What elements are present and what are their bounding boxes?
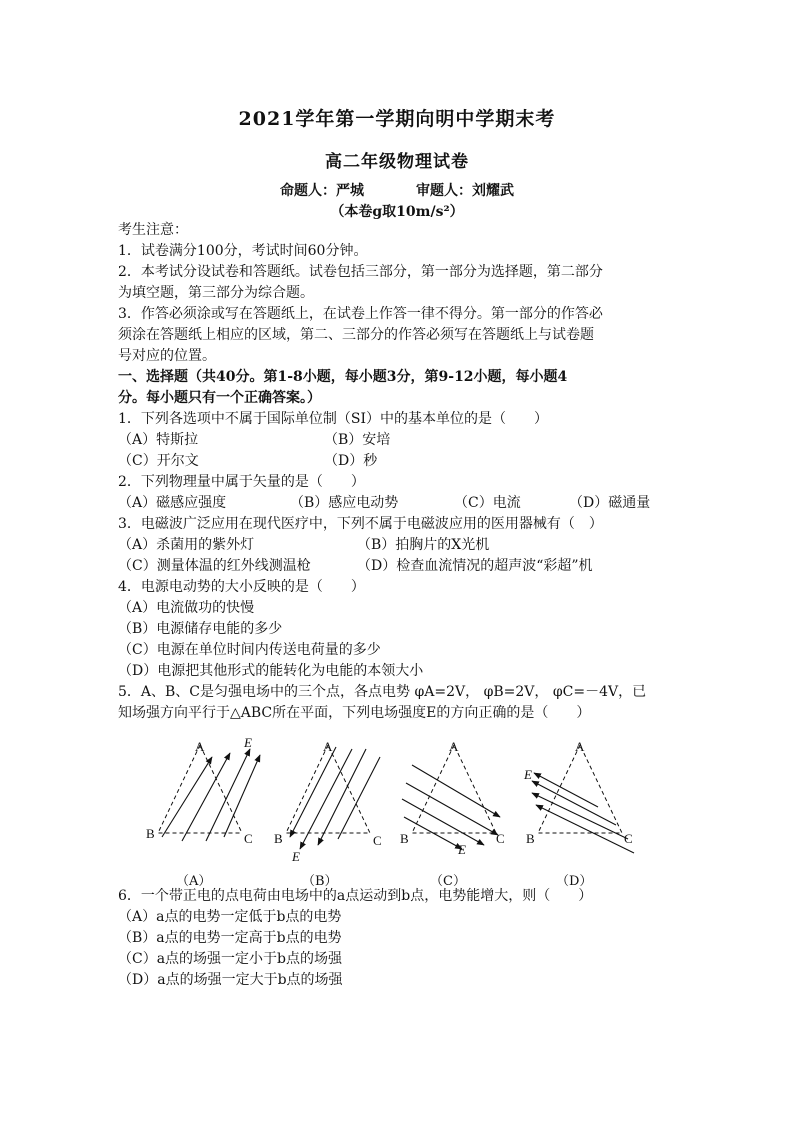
q1-option-b: （B）安培 [324,432,391,448]
q3-options-row2 [118,556,678,577]
q6-option-a: （A）a点的电势一定低于b点的电势 [118,909,342,925]
notice-item: 须涂在答题纸上相应的区域，第二、三部分的作答必须写在答题纸上与试卷题 [118,327,594,343]
field-line [338,757,380,839]
q1-options-row1 [118,430,678,451]
triangle-edges [158,745,242,833]
q4-option-d: （D）电源把其他形式的能转化为电能的本领大小 [118,663,424,679]
q5-diagrams [140,727,660,887]
vertex-label: C [624,831,633,846]
diagram-label-a: （A） [176,874,212,889]
q2-options-row [118,493,678,514]
field-label: E [244,735,252,750]
diagram-label-d: （D） [556,874,593,889]
diagram-a [146,735,260,846]
notice-heading: 考生注意： [118,222,188,238]
vertex-label: C [244,831,253,846]
vertex-label: C [373,833,382,848]
q1-option-a: （A）特斯拉 [118,432,199,448]
diagram-d [523,739,634,853]
vertex-label: B [146,826,155,841]
field-label: E [292,849,300,864]
q3-option-d: （D）检查血流情况的超声波“彩超”机 [357,558,593,574]
reviewer: 审题人：刘耀武 [416,183,514,199]
field-line [224,755,260,837]
field-line [412,765,500,817]
q3-options-row1 [118,535,678,556]
q2-option-c: （C）电流 [454,495,521,511]
q5-stem-cont: 知场强方向平行于△ABC所在平面，下列电场强度E的方向正确的是（ ） [118,705,591,721]
field-line [534,773,598,807]
q6-block [118,886,678,991]
g-note: （本卷g取10m/s²） [330,204,464,220]
triangle-edges [538,745,622,833]
q1-stem: 1．下列各选项中不属于国际单位制（SI）中的基本单位的是（ ） [118,411,549,427]
q4-option-b: （B）电源储存电能的多少 [118,621,283,637]
notice-item: 3．作答必须涂或写在答题纸上，在试卷上作答一律不得分。第一部分的作答必 [118,306,603,322]
field-label: E [524,767,532,782]
vertex-label: C [496,831,505,846]
q2-option-b: （B）感应电动势 [290,495,399,511]
field-line [300,749,352,849]
q6-stem: 6．一个带正电的点电荷由电场中的a点运动到b点，电势能增大，则（ ） [118,888,593,904]
section-heading-cont: 分。每小题只有一个正确答案。） [118,390,321,406]
q6-option-d: （D）a点的场强一定大于b点的场强 [118,972,343,988]
q2-option-d: （D）磁通量 [569,495,651,511]
q1-options-row2 [118,451,678,472]
exam-body [118,220,678,724]
q3-option-b: （B）拍胸片的X光机 [357,537,490,553]
q4-option-c: （C）电源在单位时间内传送电荷量的多少 [118,642,381,658]
exam-title: 2021学年第一学期向明中学期末考 [238,108,556,130]
notice-item: 2．本考试分设试卷和答题纸。试卷包括三部分，第一部分为选择题，第二部分 [118,264,603,280]
q5-stem: 5．A、B、C是匀强电场中的三个点，各点电势 φA=2V， φB=2V， φC=－4V，已 [118,684,647,700]
q4-stem: 4．电源电动势的大小反映的是（ ） [118,579,365,595]
diagram-b [274,739,382,864]
q6-option-c: （C）a点的场强一定小于b点的场强 [118,951,343,967]
field-line [532,781,616,825]
triangle-edges [412,745,496,833]
q1-option-c: （C）开尔文 [118,453,199,469]
vertex-label: A [575,739,585,754]
q1-option-d: （D）秒 [324,453,378,469]
vertex-label: B [274,831,283,846]
q2-option-a: （A）磁感应强度 [118,495,227,511]
field-label: E [458,842,466,857]
diagram-c [400,739,505,857]
field-diagrams-svg [140,727,660,887]
section-heading: 一、选择题（共40分。第1-8小题，每小题3分，第9-12小题，每小题4 [118,369,568,385]
field-line [162,757,212,837]
vertex-label: A [449,739,459,754]
vertex-label: B [526,831,535,846]
q3-option-a: （A）杀菌用的紫外灯 [118,537,255,553]
authors-line [0,180,794,200]
q3-stem: 3．电磁波广泛应用在现代医疗中，下列不属于电磁波应用的医用器械有（ ） [118,516,603,532]
q4-option-a: （A）电流做功的快慢 [118,600,255,616]
q3-option-c: （C）测量体温的红外线测温枪 [118,558,311,574]
diagram-label-b: （B） [302,874,338,889]
notice-item: 为填空题，第三部分为综合题。 [118,285,314,301]
setter: 命题人：严城 [280,183,364,199]
vertex-label: A [195,739,205,754]
notice-item: 1．试卷满分100分，考试时间60分钟。 [118,243,368,259]
field-line [536,805,634,853]
notice-item: 号对应的位置。 [118,348,216,364]
q2-stem: 2．下列物理量中属于矢量的是（ ） [118,474,365,490]
q6-option-b: （B）a点的电势一定高于b点的电势 [118,930,342,946]
exam-subtitle: 高二年级物理试卷 [325,152,469,172]
vertex-label: A [323,739,333,754]
triangle-edge [200,745,242,833]
diagram-label-c: （C） [430,874,466,889]
vertex-label: B [400,831,409,846]
